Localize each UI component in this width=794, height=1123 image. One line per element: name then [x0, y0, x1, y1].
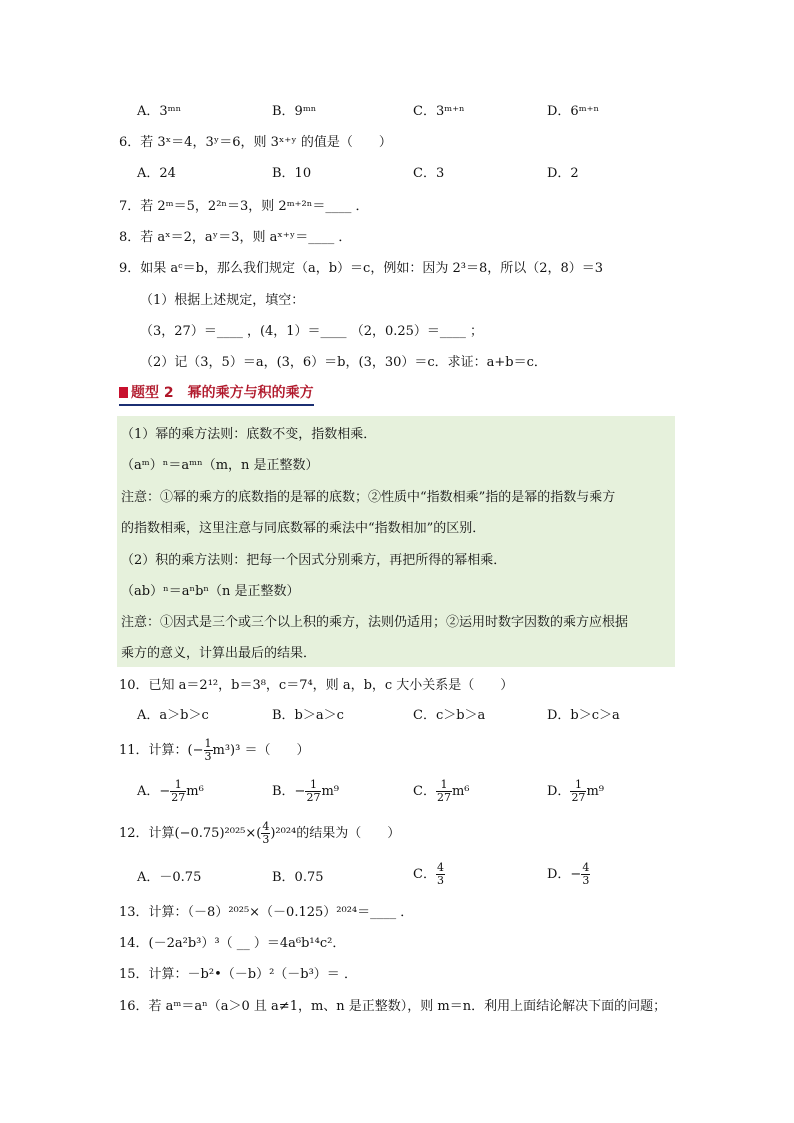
q11-a-term: m⁶ [186, 784, 204, 799]
q5-option-c: C．3ᵐ⁺ⁿ [413, 104, 465, 119]
q13-stem: 13．计算：（－8）²⁰²⁵×（－0.125）²⁰²⁴＝____ ． [119, 905, 414, 920]
den: 3 [262, 833, 270, 846]
q11-pre: 11．计算：(− [119, 743, 204, 758]
q6-option-b: B．10 [272, 166, 312, 181]
q11-a-fraction [170, 779, 186, 804]
q12-stem [119, 821, 400, 846]
q12-fraction [261, 821, 270, 846]
q7-stem: 7．若 2ᵐ＝5，2²ⁿ＝3，则 2ᵐ⁺²ⁿ＝____ ． [119, 199, 369, 214]
num: 1 [436, 779, 452, 792]
q8-stem: 8．若 aˣ＝2，aʸ＝3，则 aˣ⁺ʸ＝____ ． [119, 230, 352, 245]
q11-a-label: A．− [137, 784, 171, 799]
q11-b-term: m⁹ [321, 784, 339, 799]
den: 27 [306, 791, 321, 804]
q12-d-fraction [581, 862, 590, 887]
q6-stem: 6．若 3ˣ＝4，3ʸ＝6，则 3ˣ⁺ʸ 的值是（ ） [119, 135, 392, 150]
q10-option-c: C．c＞b＞a [413, 708, 486, 723]
q11-option-d [547, 779, 604, 804]
q12-pre: 12．计算(−0.75)²⁰²⁵×( [119, 826, 262, 841]
q11-num: 1 [204, 737, 212, 750]
q6-option-a: A．24 [137, 166, 176, 181]
q11-d-term: m⁹ [586, 784, 604, 799]
num: 1 [570, 779, 586, 792]
q10-stem: 10．已知 a＝2¹²，b＝3⁸，c＝7⁴，则 a，b，c 大小关系是（ ） [119, 678, 514, 693]
section-title: 题型 2 幂的乘方与积的乘方 [131, 385, 314, 401]
note-line: 注意：①幂的乘方的底数指的是幂的底数；②性质中“指数相乘”指的是幂的指数与乘方 [121, 490, 616, 505]
num: 4 [262, 820, 270, 833]
q9-part1: （1）根据上述规定，填空： [140, 293, 305, 308]
q14-stem: 14．(－2a²b³）³（ __ ）＝4a⁶b¹⁴c²． [119, 936, 346, 951]
den: 3 [436, 874, 444, 887]
q10-option-d: D．b＞c＞a [547, 708, 620, 723]
q12-option-b: B．0.75 [272, 870, 324, 885]
den: 3 [582, 874, 590, 887]
note-line: 注意：①因式是三个或三个以上积的乘方，法则仍适用；②运用时数字因数的乘方应根据 [121, 615, 629, 630]
heading-marker-icon [119, 387, 128, 398]
q5-option-a: A．3ᵐⁿ [137, 104, 182, 119]
q11-option-b [272, 779, 339, 804]
q11-fraction [204, 738, 213, 763]
q9-stem: 9．如果 aᶜ＝b，那么我们规定（a，b）＝c，例如：因为 2³＝8，所以（2，8）＝3 [119, 261, 604, 276]
q6-option-c: C．3 [413, 166, 445, 181]
q11-b-fraction [305, 779, 321, 804]
q15-stem: 15．计算：－b²•（－b）²（－b³）＝ ． [119, 967, 357, 982]
q10-option-b: B．b＞a＞c [272, 708, 344, 723]
q5-option-d: D．6ᵐ⁺ⁿ [547, 104, 600, 119]
q11-c-term: m⁶ [451, 784, 470, 799]
den: 27 [436, 791, 451, 804]
q11-stem [119, 738, 309, 763]
q11-option-a [137, 779, 204, 804]
note-line: （2）积的乘方法则：把每一个因式分别乘方，再把所得的幂相乘． [121, 553, 507, 568]
q11-d-label: D． [547, 784, 571, 799]
num: 1 [305, 779, 321, 792]
q10-option-a: A．a＞b＞c [137, 708, 209, 723]
q5-option-b: B．9ᵐⁿ [272, 104, 317, 119]
q6-option-d: D．2 [547, 166, 579, 181]
q11-c-label: C． [413, 784, 436, 799]
section-heading [119, 382, 314, 406]
q9-part1-fill: （3，27）＝____ ，(4，1）＝____ （2，0.25）＝____ ； [140, 324, 484, 339]
q11-option-c [413, 779, 470, 804]
q11-post: m³)³ ＝（ ） [212, 743, 310, 758]
q9-part2: （2）记（3，5）＝a，(3，6）＝b，(3，30）＝c．求证：a+b＝c． [140, 355, 547, 370]
num: 1 [170, 779, 186, 792]
note-line: 乘方的意义，计算出最后的结果． [121, 646, 317, 661]
note-line: 的指数相乘，这里注意与同底数幂的乘法中“指数相加”的区别． [121, 521, 486, 536]
note-line: （aᵐ）ⁿ＝aᵐⁿ（m，n 是正整数） [121, 458, 319, 473]
q11-den: 3 [204, 750, 212, 763]
q12-c-label: C． [413, 867, 436, 882]
q11-b-label: B．− [272, 784, 306, 799]
q12-post: )²⁰²⁴的结果为（ ） [270, 826, 401, 841]
q12-d-label: D．− [547, 867, 582, 882]
q16-stem: 16．若 aᵐ＝aⁿ（a＞0 且 a≠1，m、n 是正整数），则 m＝n．利用上面结论解决下面的问题； [119, 999, 667, 1014]
q11-d-fraction [570, 779, 586, 804]
num: 4 [582, 861, 590, 874]
note-line: （ab）ⁿ＝aⁿbⁿ（n 是正整数） [121, 584, 300, 599]
den: 27 [571, 791, 586, 804]
den: 27 [171, 791, 186, 804]
q12-option-a: A．－0.75 [137, 870, 202, 885]
num: 4 [436, 861, 444, 874]
q12-c-fraction [436, 862, 445, 887]
note-line: （1）幂的乘方法则：底数不变，指数相乘． [121, 427, 377, 442]
q12-option-c [413, 862, 445, 887]
notes-box [117, 416, 675, 667]
q11-c-fraction [436, 779, 452, 804]
q12-option-d [547, 862, 590, 887]
